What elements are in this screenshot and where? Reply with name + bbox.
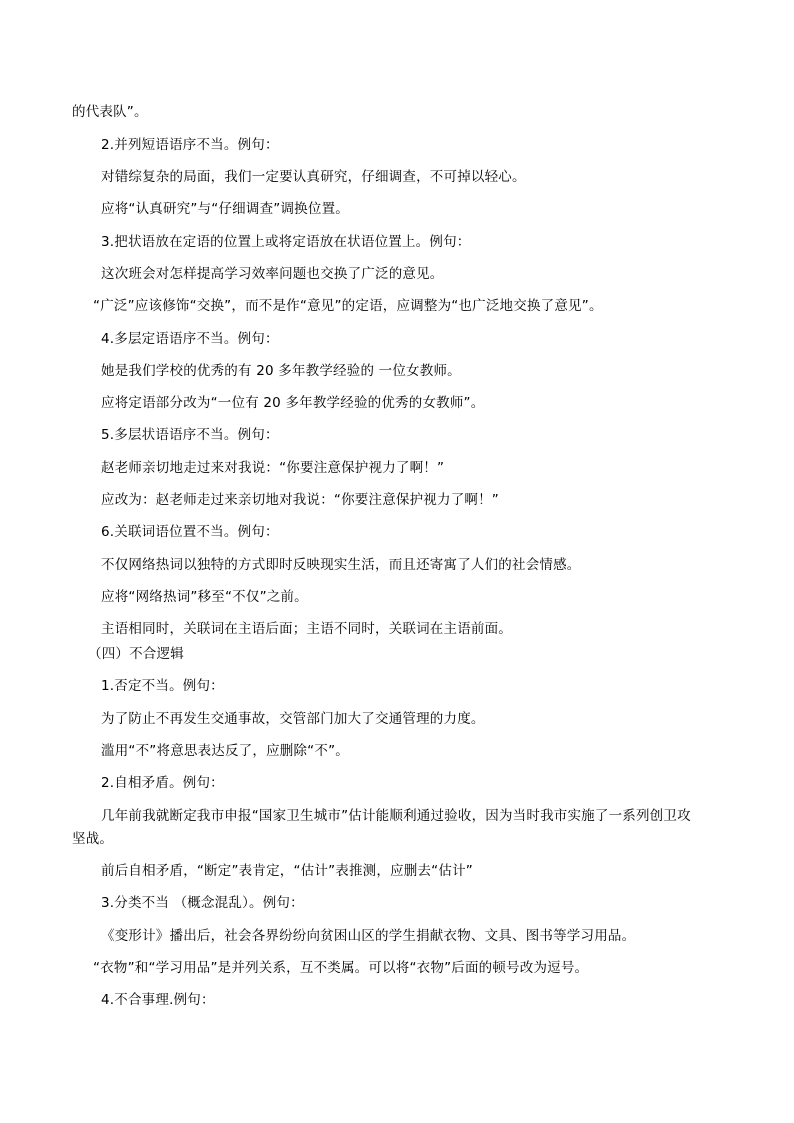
correction-text: 应改为：赵老师走过来亲切地对我说：“你要注意保护视力了啊！” — [101, 492, 499, 508]
section-heading: 4.不合事理.例句： — [101, 992, 215, 1008]
section-heading: 6.关联词语位置不当。例句： — [101, 524, 279, 540]
correction-text: 应将定语部分改为“一位有 20 多年教学经验的优秀的女教师”。 — [101, 395, 485, 411]
section-heading: 2.并列短语语序不当。例句： — [101, 137, 279, 153]
example-sentence-continued: 坚战。 — [72, 831, 114, 847]
correction-text: “衣物”和“学习用品”是并列关系，互不类属。可以将“衣物”后面的顿号改为逗号。 — [93, 960, 589, 976]
text-line: 的代表队”。 — [72, 104, 148, 120]
example-sentence: 对错综复杂的局面，我们一定要认真研究，仔细调查，不可掉以轻心。 — [101, 169, 526, 185]
example-sentence: 为了防止不再发生交通事故，交管部门加大了交通管理的力度。 — [101, 711, 485, 727]
correction-text: 前后自相矛盾，“断定”表肯定，“估计”表推测，应删去“估计” — [101, 863, 473, 879]
section-heading: 1.否定不当。例句： — [101, 678, 224, 694]
section-heading: 4.多层定语语序不当。例句： — [101, 331, 279, 347]
section-heading: 3.分类不当 （概念混乱）。例句： — [101, 895, 304, 911]
example-sentence: 《变形计》播出后，社会各界纷纷向贫困山区的学生捐献衣物、文具、图书等学习用品。 — [101, 928, 636, 944]
example-sentence: 赵老师亲切地走过来对我说：“你要注意保护视力了啊！” — [101, 460, 445, 476]
correction-text: 滥用“不”将意思表达反了，应删除“不”。 — [101, 743, 349, 759]
correction-text: 应将“认真研究”与“仔细调查”调换位置。 — [101, 201, 349, 217]
correction-text: “广泛”应该修饰“交换”，而不是作“意见”的定语，应调整为“也广泛地交换了意见”。 — [93, 298, 603, 314]
section-heading: 3.把状语放在定语的位置上或将定语放在状语位置上。例句： — [101, 234, 471, 250]
category-heading: （四）不合逻辑 — [88, 646, 184, 662]
example-sentence: 她是我们学校的优秀的有 20 多年教学经验的 一位女教师。 — [101, 363, 461, 379]
section-heading: 2.自相矛盾。例句： — [101, 775, 224, 791]
correction-text: 应将“网络热词”移至“不仅”之前。 — [101, 589, 308, 605]
example-sentence: 几年前我就断定我市申报“国家卫生城市”估计能顺利通过验收，因为当时我市实施了一系列创卫攻 — [101, 808, 691, 824]
note-text: 主语相同时，关联词在主语后面；主语不同时，关联词在主语前面。 — [101, 621, 512, 637]
section-heading: 5.多层状语语序不当。例句： — [101, 427, 279, 443]
example-sentence: 不仅网络热词以独特的方式即时反映现实生活，而且还寄寓了人们的社会情感。 — [101, 557, 581, 573]
example-sentence: 这次班会对怎样提高学习效率问题也交换了广泛的意见。 — [101, 266, 444, 282]
